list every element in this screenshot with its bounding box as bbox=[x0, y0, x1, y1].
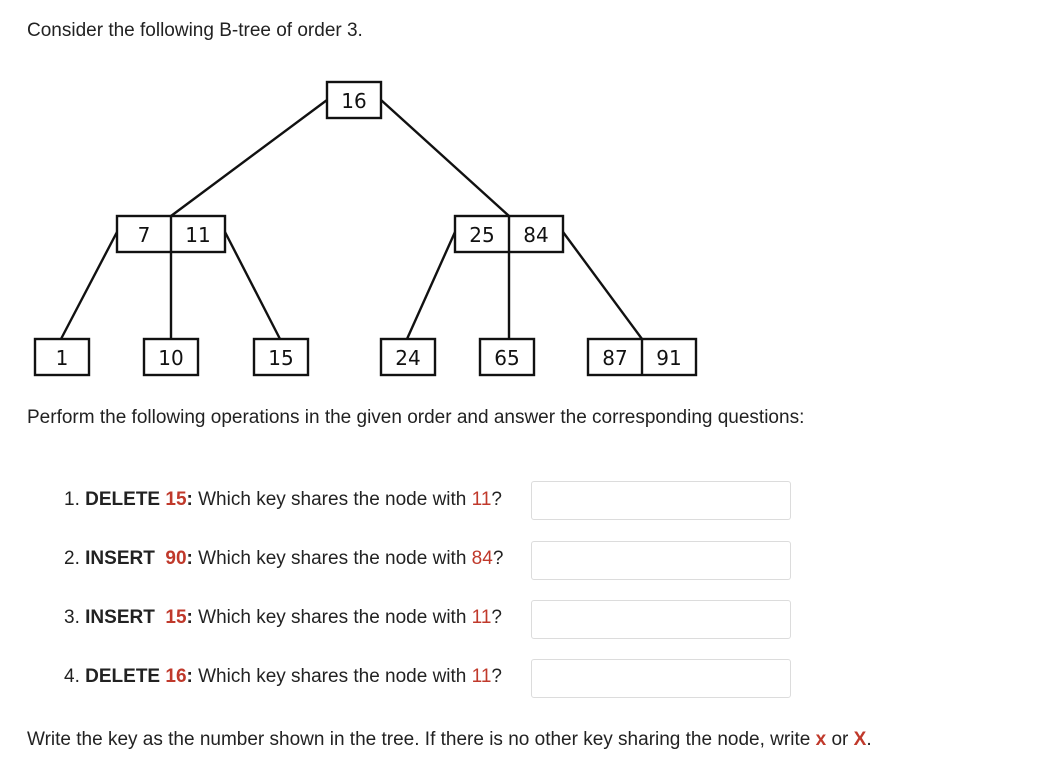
question-number: 3. bbox=[64, 607, 80, 628]
question-mark: ? bbox=[491, 607, 502, 628]
operation-key: 16 bbox=[165, 666, 187, 687]
leaf-key: 24 bbox=[395, 346, 421, 370]
leaf-node-1 bbox=[35, 339, 89, 375]
footer-x-upper: X bbox=[853, 729, 867, 750]
question-text: Which key shares the node with bbox=[198, 548, 467, 569]
question-mark: ? bbox=[492, 548, 504, 569]
reference-key: 11 bbox=[471, 489, 492, 510]
node-root bbox=[327, 82, 381, 118]
edge-left-l1 bbox=[61, 232, 117, 339]
colon: : bbox=[186, 489, 193, 510]
question-text: Which key shares the node with bbox=[198, 489, 467, 510]
question-4 bbox=[64, 657, 502, 697]
leaf-node-2 bbox=[144, 339, 198, 375]
question-1 bbox=[64, 480, 502, 520]
intro-text: Consider the following B-tree of order 3. bbox=[27, 20, 363, 41]
answer-input-1[interactable] bbox=[531, 481, 791, 520]
reference-key: 11 bbox=[471, 607, 492, 628]
operation-key: 15 bbox=[165, 489, 187, 510]
question-number: 4. bbox=[64, 666, 80, 687]
colon: : bbox=[186, 666, 193, 687]
question-text: Which key shares the node with bbox=[198, 607, 467, 628]
operation-key: 15 bbox=[165, 607, 187, 628]
reference-key: 11 bbox=[471, 666, 492, 687]
edge-left-l3 bbox=[225, 232, 280, 339]
operation-label: INSERT bbox=[85, 607, 155, 628]
operation-label: INSERT bbox=[85, 548, 155, 569]
colon: : bbox=[186, 548, 193, 569]
edge-right-l4 bbox=[407, 232, 455, 339]
footer-x-lower: x bbox=[815, 729, 827, 750]
edge-root-left bbox=[171, 100, 327, 216]
answer-input-4[interactable] bbox=[531, 659, 791, 698]
question-3 bbox=[64, 598, 502, 638]
edge-root-right bbox=[381, 100, 509, 216]
operation-label: DELETE bbox=[85, 489, 161, 510]
edge-right-l6 bbox=[563, 232, 642, 339]
leaf-key: 65 bbox=[494, 346, 520, 370]
question-2 bbox=[64, 539, 503, 579]
leaf-node-6 bbox=[588, 339, 696, 375]
operation-key: 90 bbox=[165, 548, 187, 569]
reference-key: 84 bbox=[471, 548, 493, 569]
footer-instructions bbox=[27, 729, 872, 751]
answer-input-3[interactable] bbox=[531, 600, 791, 639]
footer-period: . bbox=[866, 729, 872, 750]
leaf-node-3 bbox=[254, 339, 308, 375]
node-left-key-1: 11 bbox=[185, 223, 211, 247]
leaf-key: 91 bbox=[656, 346, 682, 370]
node-root-key-0: 16 bbox=[341, 89, 367, 113]
question-number: 1. bbox=[64, 489, 80, 510]
answer-input-2[interactable] bbox=[531, 541, 791, 580]
colon: : bbox=[186, 607, 193, 628]
question-text: Which key shares the node with bbox=[198, 666, 467, 687]
question-mark: ? bbox=[491, 489, 502, 510]
node-right bbox=[455, 216, 563, 252]
leaf-key: 15 bbox=[268, 346, 294, 370]
question-number: 2. bbox=[64, 548, 80, 569]
leaf-key: 10 bbox=[158, 346, 184, 370]
question-mark: ? bbox=[491, 666, 502, 687]
node-left-key-0: 7 bbox=[137, 223, 151, 247]
node-right-key-0: 25 bbox=[469, 223, 495, 247]
footer-or: or bbox=[831, 729, 849, 750]
node-left bbox=[117, 216, 225, 252]
leaf-node-5 bbox=[480, 339, 534, 375]
node-right-key-1: 84 bbox=[523, 223, 549, 247]
operation-label: DELETE bbox=[85, 666, 161, 687]
instructions-text: Perform the following operations in the given order and answer the corresponding questions: bbox=[27, 407, 805, 428]
leaf-node-4 bbox=[381, 339, 435, 375]
leaf-key: 1 bbox=[55, 346, 69, 370]
footer-text: Write the key as the number shown in the tree. If there is no other key sharing the node, write bbox=[27, 729, 811, 750]
leaf-key: 87 bbox=[602, 346, 628, 370]
